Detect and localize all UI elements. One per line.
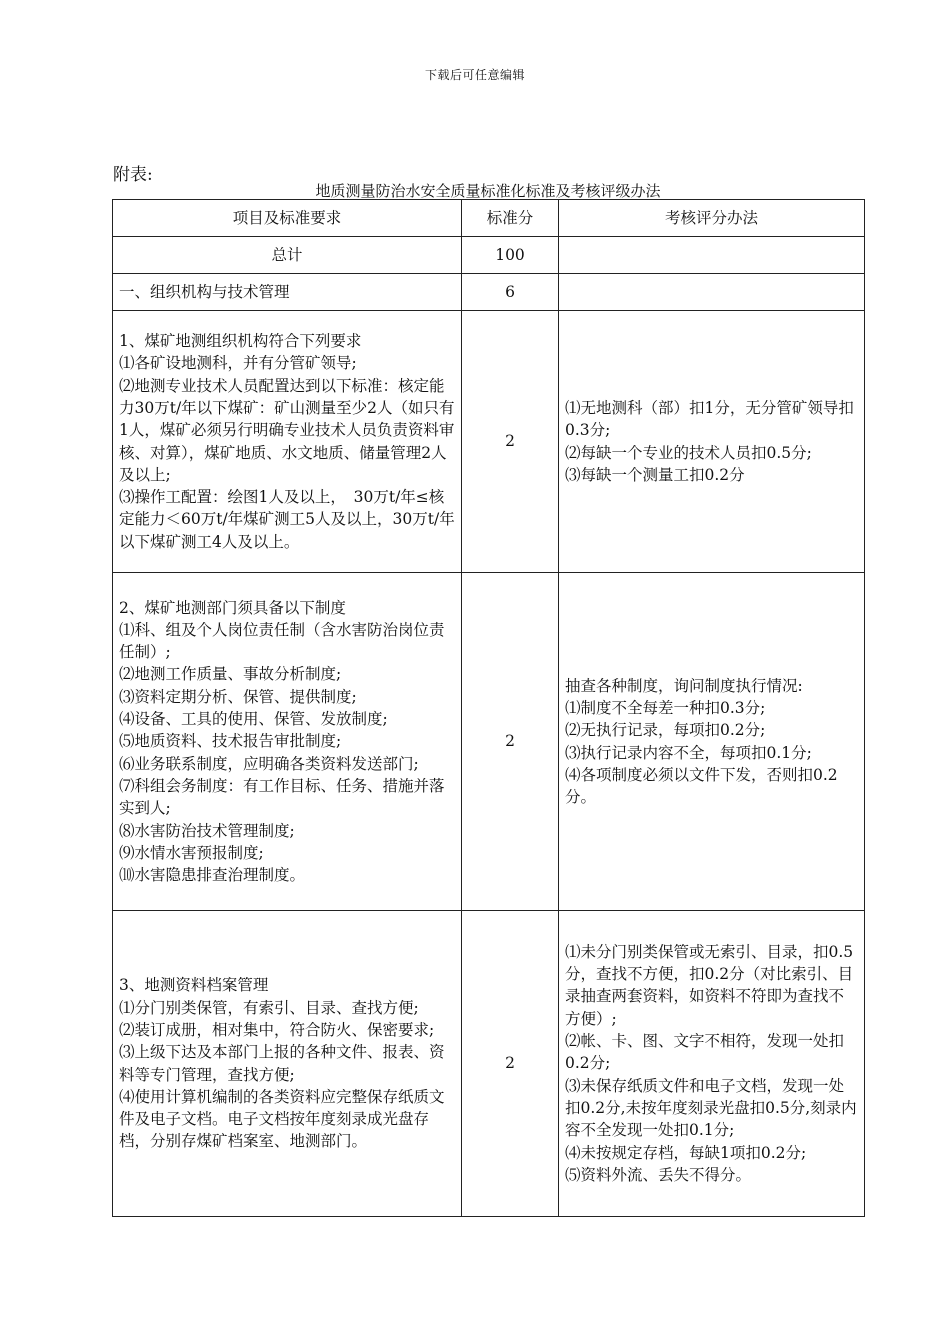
method-cell: [559, 573, 865, 911]
requirement-line: ⑷使用计算机编制的各类资料应完整保存纸质文件及电子文档。电子文档按年度刻录成光盘存档，分别存煤矿档案室、地测部门。: [119, 1087, 445, 1151]
requirement-line: ⑹业务联系制度，应明确各类资料发送部门;: [119, 754, 419, 773]
method-line: ⑴未分门别类保管或无索引、目录，扣0.5分，查找不方便，扣0.2分（对比索引、目录抽查两套资料，如资料不符即为查找不方便）;: [565, 942, 854, 1028]
requirement-line: ⑵地测工作质量、事故分析制度;: [119, 665, 342, 684]
requirement-line: ⑶操作工配置：绘图1人及以上， 30万t/年≤核定能力＜60万t/年煤矿测工5人及以上，30万t/年以下煤矿测工4人及以上。: [119, 488, 455, 551]
total-label: 总计: [113, 237, 462, 274]
method-line: ⑵每缺一个专业的技术人员扣0.5分;: [565, 443, 812, 462]
method-line: ⑴制度不全每差一种扣0.3分;: [565, 698, 766, 717]
requirement-line: ⑷设备、工具的使用、保管、发放制度;: [119, 710, 388, 729]
method-line: ⑶未保存纸质文件和电子文档，发现一处扣0.2分,未按年度刻录光盘扣0.5分,刻录内容不全发现一处扣0.1分;: [565, 1076, 857, 1140]
method-line: ⑶每缺一个测量工扣0.2分: [565, 465, 745, 484]
total-score: 100: [462, 237, 559, 274]
section-label: 一、组织机构与技术管理: [113, 274, 462, 311]
score-cell: 2: [462, 311, 559, 573]
requirement-cell: [113, 573, 462, 911]
method-line: ⑵帐、卡、图、文字不相符，发现一处扣0.2分;: [565, 1032, 845, 1073]
requirement-line: 2、煤矿地测部门须具备以下制度: [119, 598, 346, 617]
section-row: [113, 274, 865, 311]
score-cell: 2: [462, 911, 559, 1217]
requirement-line: ⑶资料定期分析、保管、提供制度;: [119, 687, 357, 706]
method-line: ⑵无执行记录，每项扣0.2分;: [565, 721, 766, 740]
requirement-line: ⑴科、组及个人岗位责任制（含水害防治岗位责任制）;: [119, 620, 445, 662]
method-line: ⑴无地测科（部）扣1分，无分管矿领导扣0.3分;: [565, 398, 854, 440]
requirement-line: ⑶上级下达及本部门上报的各种文件、报表、资料等专门管理，查找方便;: [119, 1043, 445, 1084]
table-row: [113, 911, 865, 1217]
section-method: [559, 274, 865, 311]
requirement-line: ⑽水害隐患排查治理制度。: [119, 866, 306, 885]
requirement-line: ⑺科组会务制度：有工作目标、任务、措施并落实到人;: [119, 776, 445, 818]
method-line: 抽查各种制度，询问制度执行情况:: [565, 676, 803, 695]
method-cell: [559, 311, 865, 573]
requirement-line: ⑵地测专业技术人员配置达到以下标准：核定能力30万t/年以下煤矿：矿山测量至少2人（如只有1人，煤矿必须另行明确专业技术人员负责资料审核、对算），煤矿地质、水文地质、储量管理2人及以上;: [119, 376, 455, 484]
total-row: [113, 237, 865, 274]
header-requirements: 项目及标准要求: [113, 200, 462, 237]
standards-table: [112, 199, 865, 1217]
header-score: 标准分: [462, 200, 559, 237]
method-line: ⑷各项制度必须以文件下发，否则扣0.2分。: [565, 765, 838, 807]
requirement-line: 1、煤矿地测组织机构符合下列要求: [119, 332, 362, 351]
table-row: [113, 573, 865, 911]
method-line: ⑸资料外流、丢失不得分。: [565, 1165, 752, 1184]
requirement-line: ⑼水情水害预报制度;: [119, 843, 264, 862]
attachment-label: 附表:: [113, 165, 153, 185]
section-score: 6: [462, 274, 559, 311]
method-cell: [559, 911, 865, 1217]
requirement-line: ⑵装订成册，相对集中，符合防火、保密要求;: [119, 1020, 435, 1039]
requirement-line: ⑴分门别类保管，有索引、目录、查找方便;: [119, 998, 419, 1017]
document-title: 地质测量防治水安全质量标准化标准及考核评级办法: [315, 182, 661, 200]
method-line: ⑶执行记录内容不全，每项扣0.1分;: [565, 743, 812, 762]
table-header-row: [113, 200, 865, 237]
requirement-line: ⑴各矿设地测科，并有分管矿领导;: [119, 354, 357, 373]
method-line: ⑷未按规定存档，每缺1项扣0.2分;: [565, 1143, 807, 1162]
score-cell: 2: [462, 573, 559, 911]
page-header-note: 下载后可任意编辑: [424, 68, 525, 82]
requirement-cell: [113, 311, 462, 573]
requirement-line: ⑻水害防治技术管理制度;: [119, 821, 295, 840]
total-method: [559, 237, 865, 274]
requirement-line: 3、地测资料档案管理: [119, 976, 269, 995]
header-method: 考核评分办法: [559, 200, 865, 237]
requirement-line: ⑸地质资料、技术报告审批制度;: [119, 732, 342, 751]
table-row: [113, 311, 865, 573]
requirement-cell: [113, 911, 462, 1217]
